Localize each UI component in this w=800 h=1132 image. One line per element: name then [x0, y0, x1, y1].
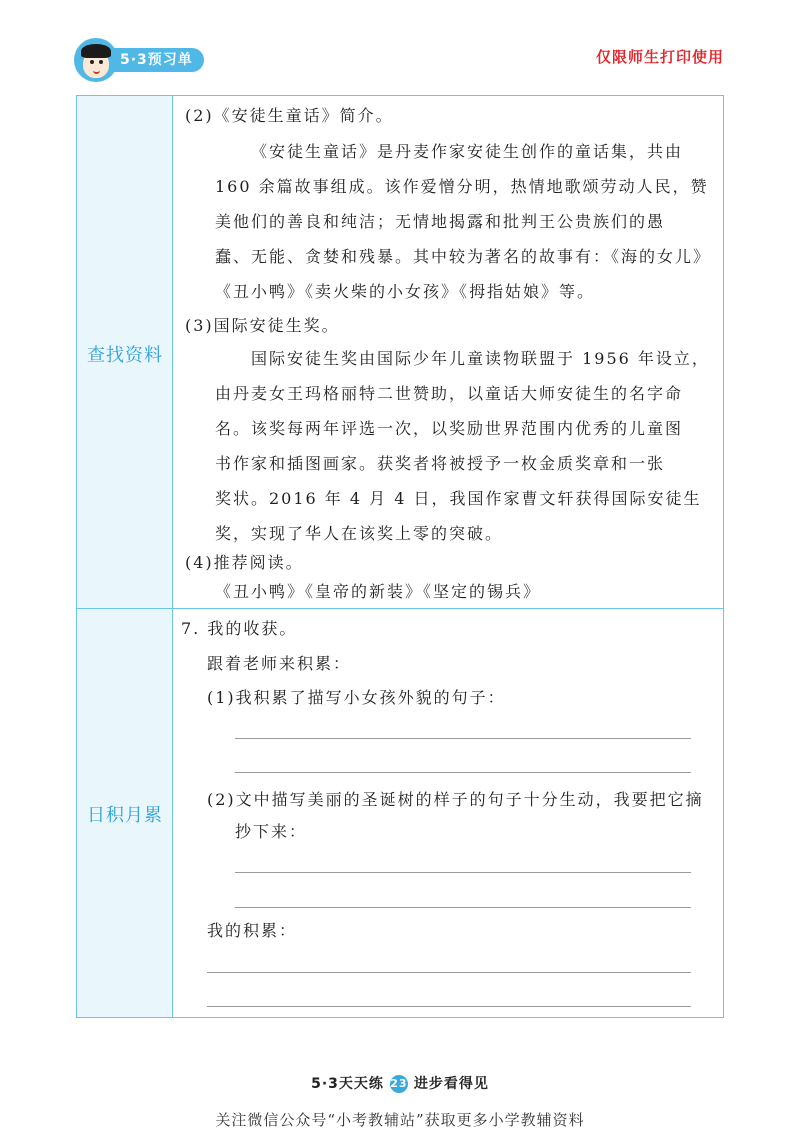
text-line: 奖，实现了华人在该奖上零的突破。 [215, 524, 504, 543]
footer-note: 关注微信公众号“小考教辅站”获取更多小学教辅资料 [215, 1111, 585, 1129]
text-line: 《安徒生童话》是丹麦作家安徒生创作的童话集，共由 [251, 142, 684, 161]
text-line: 7. 我的收获。 [181, 619, 298, 638]
text-line: 美他们的善良和纯洁；无情地揭露和批判王公贵族们的愚 [215, 212, 666, 231]
page-number: 23 [390, 1075, 408, 1093]
text-line: 《丑小鸭》《卖火柴的小女孩》《拇指姑娘》等。 [215, 282, 596, 301]
text-line: (1)我积累了描写小女孩外貌的句子： [207, 688, 506, 707]
text-line: 160 余篇故事组成。该作爱憎分明，热情地歌颂劳动人民，赞 [215, 177, 709, 196]
text-line: 抄下来： [235, 822, 308, 841]
text-line: 名。该奖每两年评选一次，以奖励世界范围内优秀的儿童图 [215, 419, 684, 438]
text-line: (2)《安徒生童话》简介。 [185, 106, 394, 125]
text-line: (2)文中描写美丽的圣诞树的样子的句子十分生动，我要把它摘 [207, 790, 704, 809]
text-line: 我的积累： [207, 921, 298, 940]
label-column [77, 96, 173, 1017]
footer-series [0, 1073, 800, 1093]
text-line: 国际安徒生奖由国际少年儿童读物联盟于 1956 年设立， [251, 349, 710, 368]
page-header [0, 0, 800, 90]
answer-line[interactable] [235, 872, 691, 873]
text-line: 由丹麦女王玛格丽特二世赞助，以童话大师安徒生的名字命 [215, 384, 684, 403]
section-label-research: 查找资料 [87, 345, 163, 366]
usage-notice: 仅限师生打印使用 [595, 48, 724, 66]
answer-line[interactable] [235, 907, 691, 908]
answer-line[interactable] [235, 772, 691, 773]
footer-series-left: 5·3天天练 [311, 1076, 384, 1092]
text-line: 书作家和插图画家。获奖者将被授予一枚金质奖章和一张 [215, 454, 666, 473]
text-line: (4)推荐阅读。 [185, 553, 304, 572]
accumulation-content [173, 608, 725, 1019]
text-line: (3)国际安徒生奖。 [185, 316, 340, 335]
text-line: 《丑小鸭》《皇帝的新装》《坚定的锡兵》 [215, 582, 542, 601]
answer-line[interactable] [207, 972, 691, 973]
answer-line[interactable] [235, 738, 691, 739]
answer-line[interactable] [207, 1006, 691, 1007]
text-line: 蠢、无能、贪婪和残暴。其中较为著名的故事有：《海的女儿》 [215, 247, 712, 266]
research-content [173, 96, 725, 608]
worksheet-table [76, 95, 724, 1018]
text-line: 跟着老师来积累： [207, 654, 352, 673]
mascot-icon [74, 38, 118, 82]
section-label-accumulation: 日积月累 [87, 805, 163, 826]
footer-series-right: 进步看得见 [413, 1076, 489, 1092]
series-badge: 5·3预习单 [104, 48, 204, 72]
text-line: 奖状。2016 年 4 月 4 日，我国作家曹文轩获得国际安徒生 [215, 489, 702, 508]
